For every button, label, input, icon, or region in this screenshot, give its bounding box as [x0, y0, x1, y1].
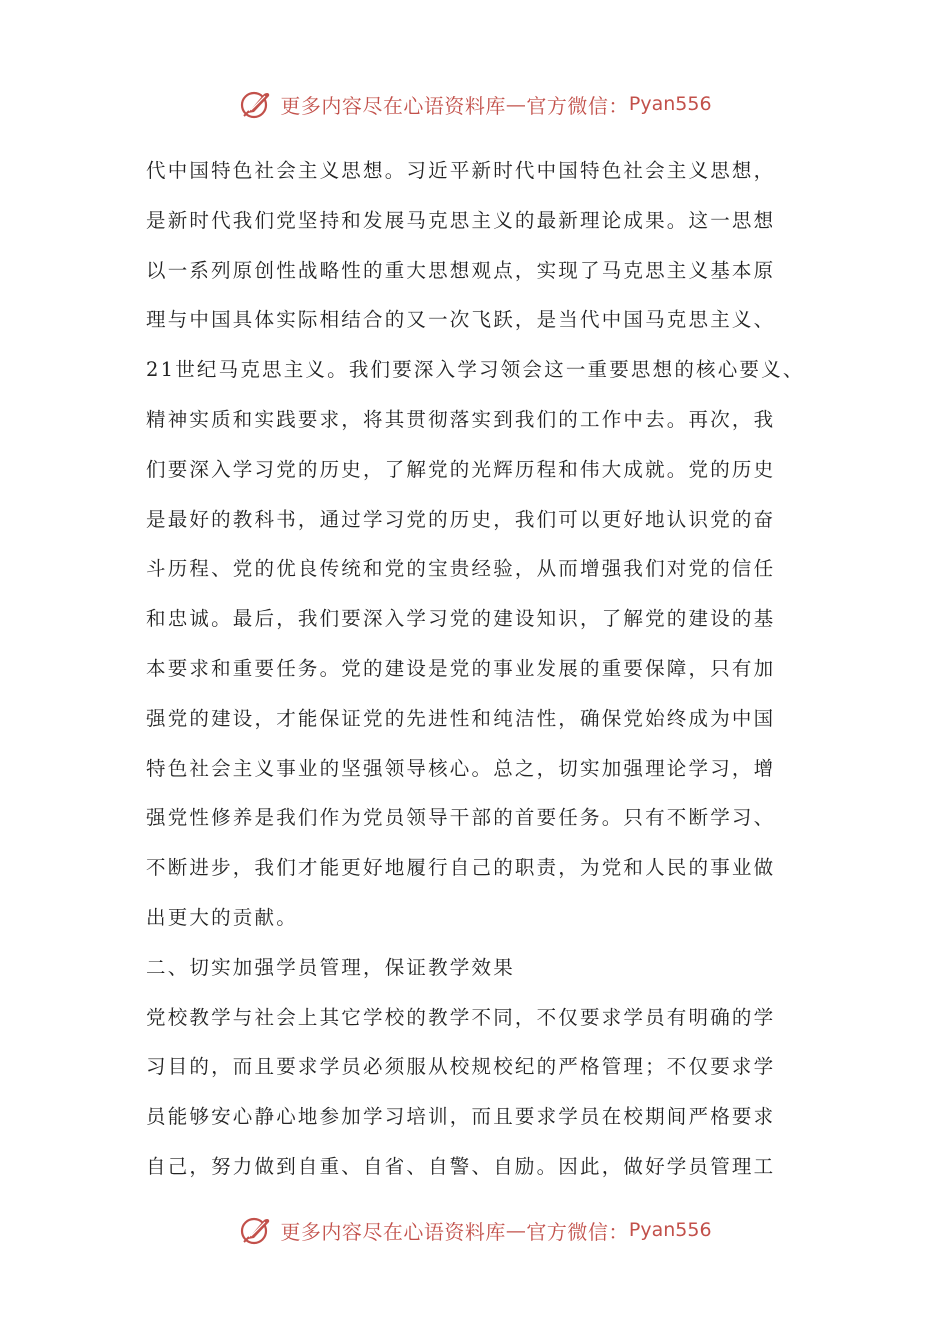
watermark-wechat-id: Pyan556: [628, 1219, 712, 1241]
watermark-wechat-label: 官方微信：: [526, 1219, 629, 1244]
document-body: [146, 146, 806, 1192]
body-line: 出更大的贡献。: [146, 905, 298, 929]
quill-logo-icon: [238, 86, 274, 122]
header-watermark: [0, 84, 950, 124]
body-line: 不断进步，我们才能更好地履行自己的职责，为党和人民的事业做: [146, 856, 776, 880]
body-line: 和忠诚。最后，我们要深入学习党的建设知识，了解党的建设的基: [146, 607, 776, 631]
watermark-wechat-label: 官方微信：: [526, 93, 629, 118]
watermark-dash: —: [505, 1218, 527, 1242]
body-line: 代中国特色社会主义思想。习近平新时代中国特色社会主义思想，: [146, 159, 776, 182]
body-line: 斗历程、党的优良传统和党的宝贵经验，从而增强我们对党的信任: [146, 557, 776, 581]
body-line: 强党的建设，才能保证党的先进性和纯洁性，确保党始终成为中国: [146, 706, 776, 730]
body-line: 员能够安心静心地参加学习培训，而且要求学员在校期间严格要求: [146, 1105, 776, 1129]
quill-logo-icon: [238, 1212, 274, 1248]
body-line: 21世纪马克思主义。我们要深入学习领会这一重要思想的核心要义、: [146, 358, 805, 382]
watermark-brand: 更多内容尽在心语资料库: [280, 93, 506, 118]
body-line: 是新时代我们党坚持和发展马克思主义的最新理论成果。这一思想: [146, 208, 776, 232]
watermark-dash: —: [505, 92, 527, 116]
watermark-brand: 更多内容尽在心语资料库: [280, 1219, 506, 1244]
footer-watermark: [0, 1210, 950, 1250]
body-line: 本要求和重要任务。党的建设是党的事业发展的重要保障，只有加: [146, 656, 776, 680]
watermark-wechat-id: Pyan556: [628, 93, 712, 115]
body-line: 理与中国具体实际相结合的又一次飞跃，是当代中国马克思主义、: [146, 308, 776, 332]
body-line: 党校教学与社会上其它学校的教学不同，不仅要求学员有明确的学: [146, 1005, 776, 1029]
body-line: 是最好的教科书，通过学习党的历史，我们可以更好地认识党的奋: [146, 507, 776, 531]
body-line: 精神实质和实践要求，将其贯彻落实到我们的工作中去。再次，我: [146, 407, 776, 431]
body-line: 自己，努力做到自重、自省、自警、自励。因此，做好学员管理工: [146, 1154, 776, 1178]
body-line: 们要深入学习党的历史，了解党的光辉历程和伟大成就。党的历史: [146, 457, 776, 481]
body-line: 特色社会主义事业的坚强领导核心。总之，切实加强理论学习，增: [146, 756, 776, 780]
body-line: 以一系列原创性战略性的重大思想观点，实现了马克思主义基本原: [146, 258, 776, 282]
body-line: 强党性修养是我们作为党员领导干部的首要任务。只有不断学习、: [146, 806, 776, 830]
body-line: 习目的，而且要求学员必须服从校规校纪的严格管理；不仅要求学: [146, 1055, 776, 1079]
section-heading: 二、切实加强学员管理，保证教学效果: [146, 955, 515, 979]
